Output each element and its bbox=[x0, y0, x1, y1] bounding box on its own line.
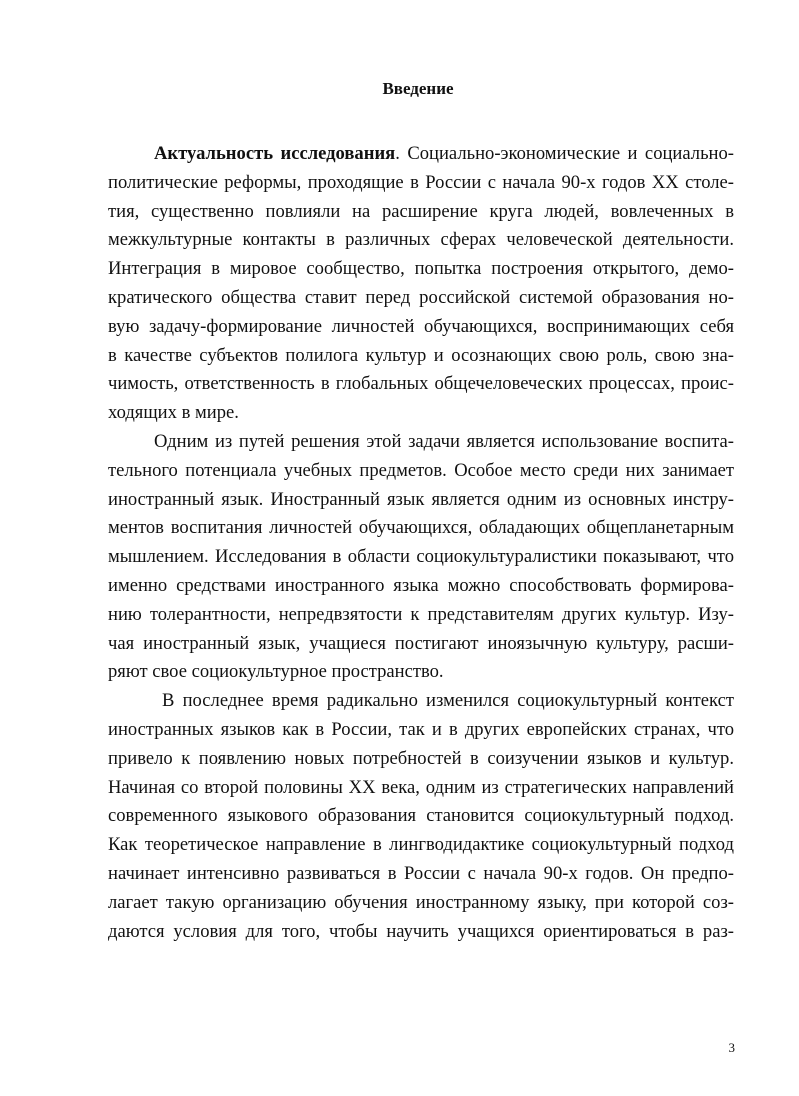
text-line: именно средствами иностранного языка можно способствовать формирова- bbox=[108, 574, 734, 596]
text-line: межкультурные контакты в различных сферах человеческой деятельности. bbox=[108, 229, 734, 251]
text-line: Актуальность исследования. Социально-экономические и социально- bbox=[154, 143, 734, 164]
text-line: Начиная со второй половины XX века, одним из стратегических направлений bbox=[108, 776, 734, 798]
text-line: ряют свое социокультурное пространство. bbox=[108, 661, 444, 683]
text-line: мышлением. Исследования в области социокультуралистики показывают, что bbox=[108, 546, 734, 568]
text-line: тельного потенциала учебных предметов. Особое место среди них занимает bbox=[108, 459, 734, 481]
text-line: иностранный язык. Иностранный язык является одним из основных инстру- bbox=[108, 488, 734, 510]
paragraph-relevance bbox=[108, 140, 734, 428]
text-line: начинает интенсивно развиваться в России с начала 90-х годов. Он предпо- bbox=[108, 862, 734, 884]
page-number: 3 bbox=[728, 1040, 735, 1055]
text-line: ментов воспитания личностей обучающихся, обладающих общепланетарным bbox=[108, 517, 734, 539]
text-line: кратического общества ставит перед российской системой образования но- bbox=[108, 286, 734, 308]
text-line: В последнее время радикально изменился социокультурный контекст bbox=[162, 690, 734, 712]
paragraph-sociocultural-approach bbox=[108, 687, 734, 946]
text-line: иностранных языков как в России, так и в других европейских странах, что bbox=[108, 718, 734, 740]
text-line: современного языкового образования становится социокультурный подход. bbox=[108, 805, 734, 827]
text-line: чая иностранный язык, учащиеся постигают иноязычную культуру, расши- bbox=[108, 632, 734, 654]
text-line: вую задачу-формирование личностей обучающихся, воспринимающих себя bbox=[108, 315, 734, 337]
text-line: лагает такую организацию обучения иностранному языку, при которой соз- bbox=[108, 891, 734, 913]
paragraph-foreign-language bbox=[108, 428, 734, 687]
relevance-heading: Актуальность исследования bbox=[154, 143, 396, 164]
document-body bbox=[108, 140, 734, 946]
text-line: политические реформы, проходящие в России с начала 90-х годов XX столе- bbox=[108, 171, 734, 193]
text-line: даются условия для того, чтобы научить учащихся ориентироваться в раз- bbox=[108, 920, 734, 942]
text-line: Как теоретическое направление в лингводидактике социокультурный подход bbox=[108, 834, 734, 856]
text-line: в качестве субъектов полилога культур и осознающих свою роль, свою зна- bbox=[108, 344, 734, 366]
text-line: тия, существенно повлияли на расширение круга людей, вовлеченных в bbox=[108, 200, 734, 222]
text-line: привело к появлению новых потребностей в соизучении языков и культур. bbox=[108, 747, 734, 769]
text-line: ходящих в мире. bbox=[108, 402, 239, 424]
text-line: Одним из путей решения этой задачи является использование воспита- bbox=[154, 430, 734, 452]
page-title: Введение bbox=[382, 79, 454, 98]
text-line: чимость, ответственность в глобальных общечеловеческих процессах, проис- bbox=[108, 373, 734, 395]
text-line: нию толерантности, непредвзятости к представителям других культур. Изу- bbox=[108, 603, 734, 625]
text-line: Интеграция в мировое сообщество, попытка построения открытого, демо- bbox=[108, 258, 734, 280]
